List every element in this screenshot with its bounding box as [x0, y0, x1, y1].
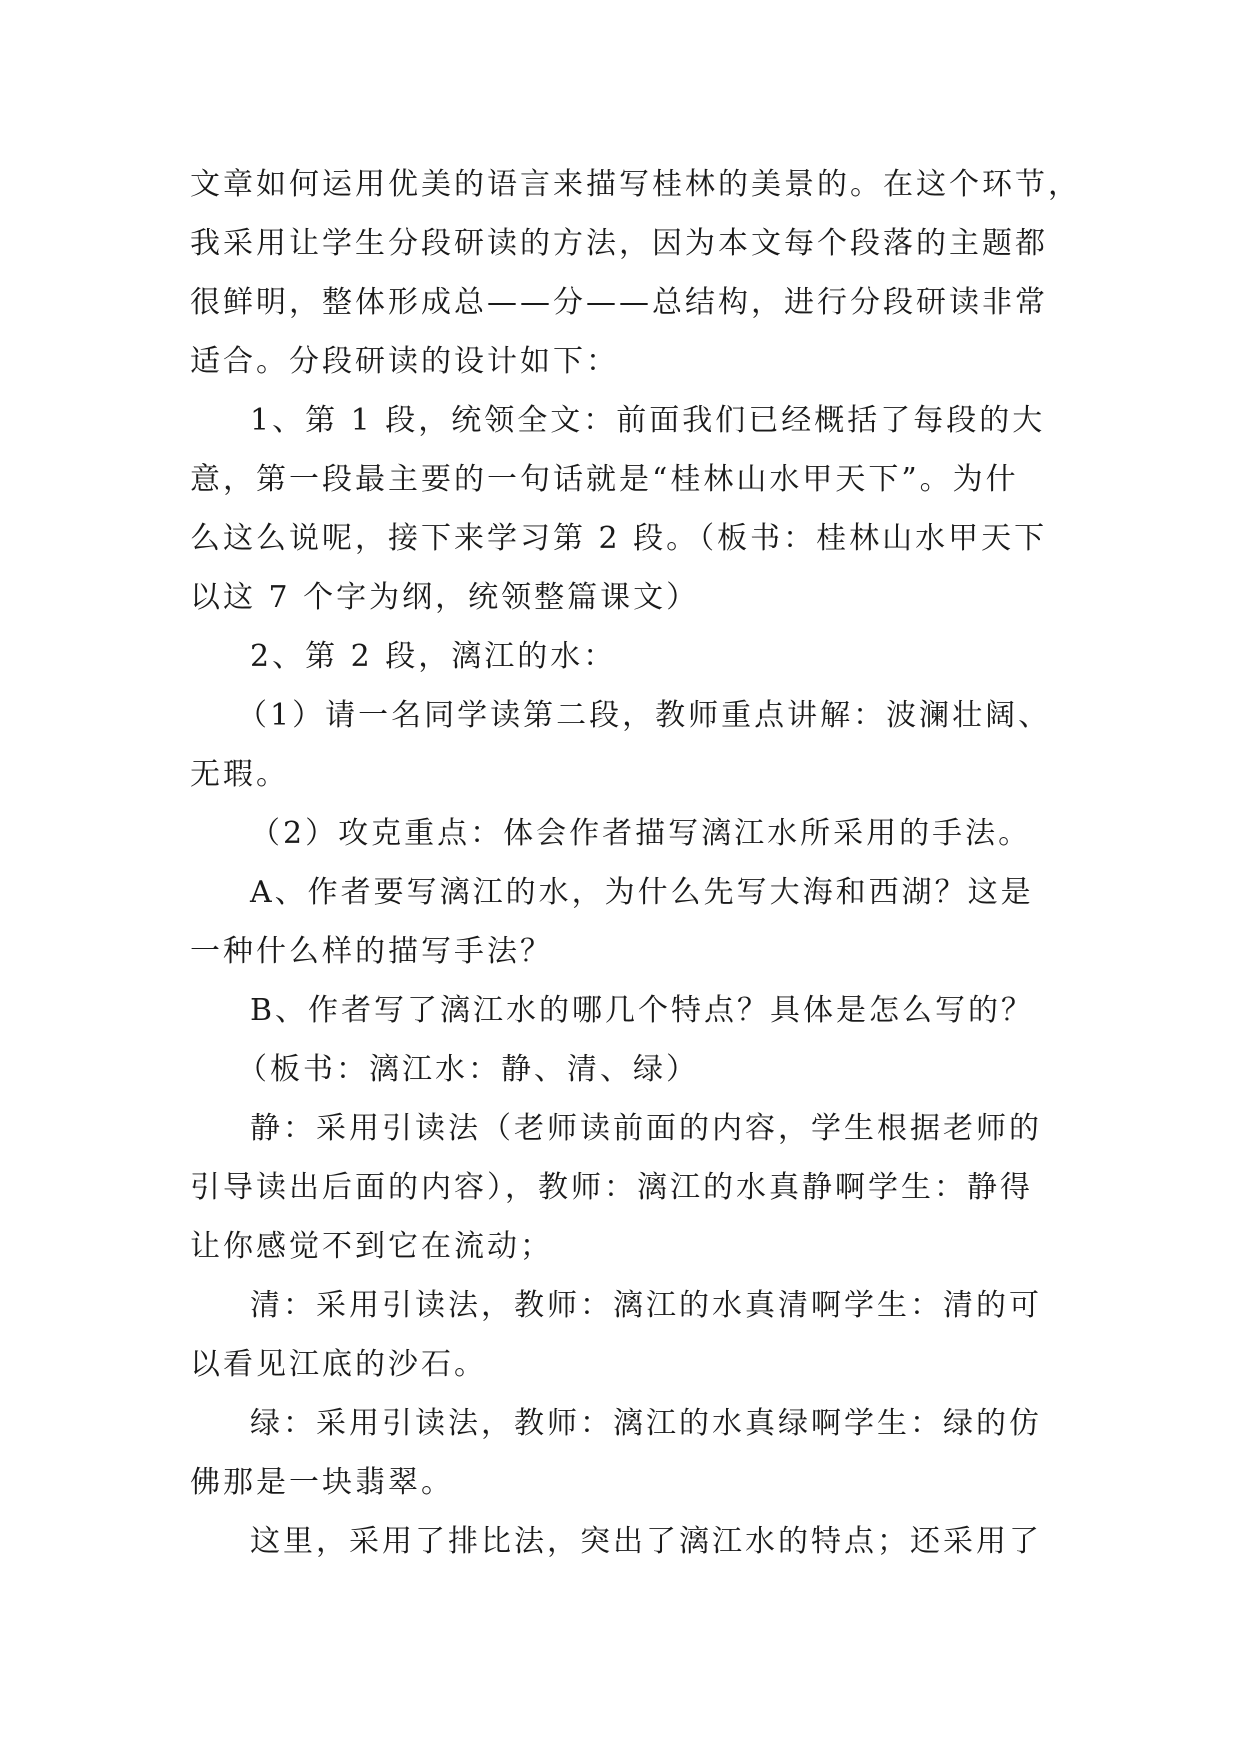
text-line: 意，第一段最主要的一句话就是“桂林山水甲天下”。为什 [190, 462, 1019, 497]
text-line: 静：采用引读法（老师读前面的内容，学生根据老师的 [250, 1111, 1042, 1146]
text-line: 这里，采用了排比法，突出了漓江水的特点；还采用了 [250, 1524, 1042, 1559]
text-line: 适合。分段研读的设计如下： [190, 344, 619, 379]
text-line: 我采用让学生分段研读的方法，因为本文每个段落的主题都 [190, 226, 1048, 261]
text-line: 清：采用引读法，教师：漓江的水真清啊学生：清的可 [250, 1288, 1042, 1323]
text-line: （2）攻克重点：体会作者描写漓江水所采用的手法。 [250, 816, 1032, 851]
text-line: 2、第 2 段，漓江的水： [250, 639, 617, 674]
text-line: 引导读出后面的内容），教师：漓江的水真静啊学生：静得 [190, 1170, 1033, 1205]
text-line: 么这么说呢，接下来学习第 2 段。（板书：桂林山水甲天下 [190, 521, 1048, 556]
text-line: （板书：漓江水：静、清、绿） [237, 1052, 699, 1087]
text-line: 文章如何运用优美的语言来描写桂林的美景的。在这个环节， [190, 167, 1081, 202]
text-line: A、作者要写漓江的水，为什么先写大海和西湖？这是 [250, 875, 1034, 910]
text-line: B、作者写了漓江水的哪几个特点？具体是怎么写的？ [250, 993, 1035, 1028]
text-line: 很鲜明，整体形成总——分——总结构，进行分段研读非常 [190, 285, 1048, 320]
text-line: 让你感觉不到它在流动； [190, 1229, 553, 1264]
text-line: 1、第 1 段，统领全文：前面我们已经概括了每段的大 [250, 403, 1046, 438]
text-line: 一种什么样的描写手法？ [190, 934, 553, 969]
text-line: 绿：采用引读法，教师：漓江的水真绿啊学生：绿的仿 [250, 1406, 1042, 1441]
text-line: 以看见江底的沙石。 [190, 1347, 487, 1382]
text-line: （1）请一名同学读第二段，教师重点讲解：波澜壮阔、 [237, 698, 1052, 733]
text-line: 无瑕。 [190, 757, 289, 792]
text-line: 佛那是一块翡翠。 [190, 1465, 454, 1500]
text-line: 以这 7 个字为纲，统领整篇课文） [190, 580, 700, 615]
